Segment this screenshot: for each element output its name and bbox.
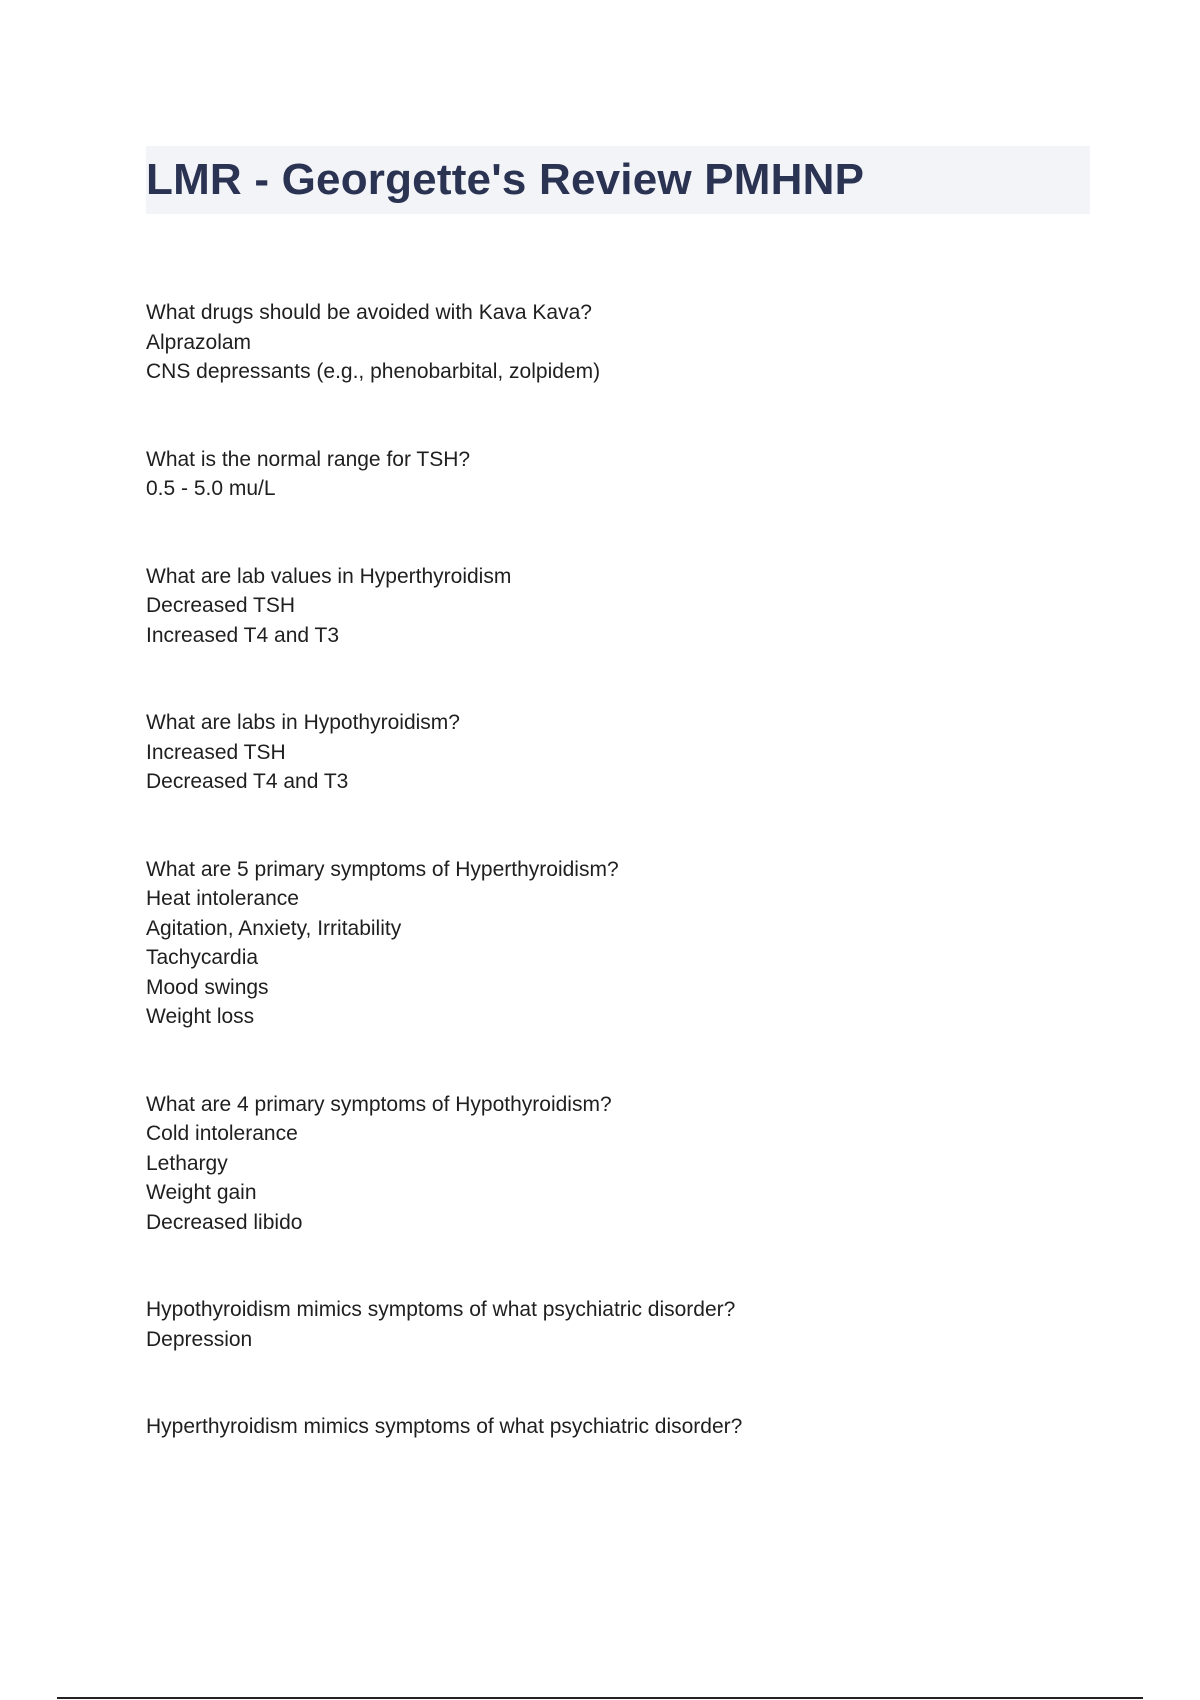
qa-card [146, 1295, 1106, 1354]
question-text: Hypothyroidism mimics symptoms of what psychiatric disorder? [146, 1298, 736, 1321]
question-text: What is the normal range for TSH? [146, 447, 471, 471]
qa-card [146, 1412, 1106, 1442]
document-title: LMR - Georgette's Review PMHNP [146, 155, 865, 204]
question-text: What are labs in Hypothyroidism? [146, 711, 460, 734]
answer-text: Lethargy [146, 1151, 228, 1175]
qa-card [146, 855, 1106, 1032]
answer-text: Weight loss [146, 1005, 255, 1028]
question-text: What are 4 primary symptoms of Hypothyroidism? [146, 1092, 612, 1116]
answer-text: 0.5 - 5.0 mu/L [146, 477, 276, 500]
footer-divider [57, 1697, 1143, 1699]
answer-text: Decreased T4 and T3 [146, 770, 349, 793]
qa-list [146, 298, 1106, 1442]
answer-text: Decreased TSH [146, 594, 296, 617]
answer-text: Alprazolam [146, 330, 252, 354]
answer-text: Mood swings [146, 975, 269, 999]
qa-card [146, 708, 1106, 797]
question-text: What drugs should be avoided with Kava Kava? [146, 301, 592, 324]
question-text: Hyperthyroidism mimics symptoms of what psychiatric disorder? [146, 1415, 743, 1438]
qa-card [146, 445, 1106, 504]
answer-text: CNS depressants (e.g., phenobarbital, zolpidem) [146, 360, 601, 383]
answer-text: Cold intolerance [146, 1122, 298, 1145]
answer-text: Increased T4 and T3 [146, 623, 340, 647]
answer-text: Agitation, Anxiety, Irritability [146, 916, 402, 940]
question-text: What are lab values in Hyperthyroidism [146, 564, 512, 588]
question-text: What are 5 primary symptoms of Hyperthyroidism? [146, 857, 619, 881]
qa-card [146, 1090, 1106, 1238]
qa-card [146, 298, 1106, 387]
answer-text: Increased TSH [146, 740, 286, 764]
answer-text: Weight gain [146, 1181, 257, 1204]
answer-text: Heat intolerance [146, 887, 299, 910]
answer-text: Decreased libido [146, 1210, 303, 1234]
answer-text: Depression [146, 1327, 253, 1351]
qa-card [146, 562, 1106, 651]
answer-text: Tachycardia [146, 946, 259, 969]
